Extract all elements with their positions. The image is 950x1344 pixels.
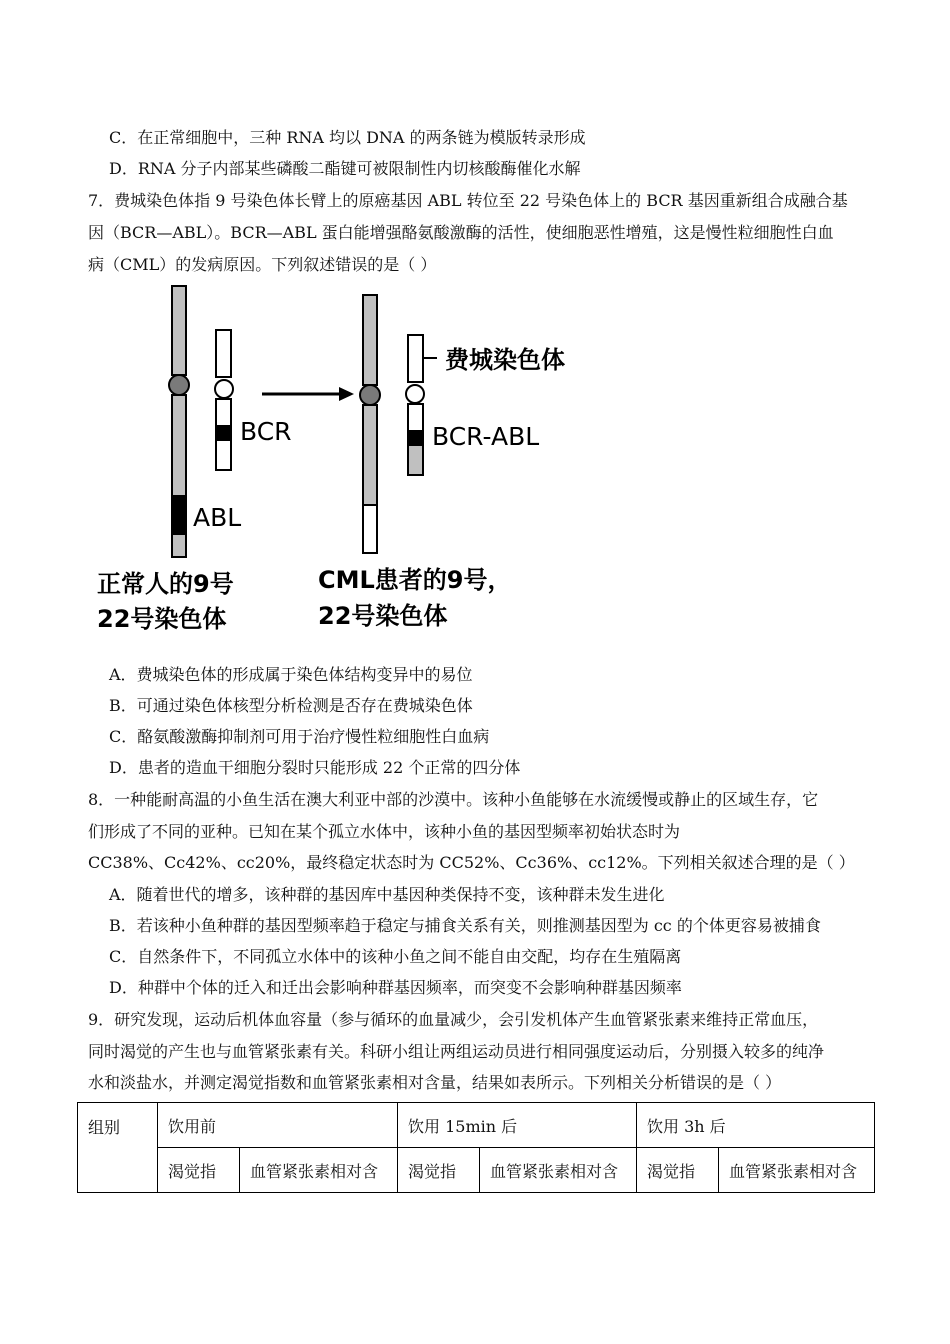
- normal-chromosome-22: [215, 330, 233, 470]
- before-header: 饮用前: [158, 1103, 398, 1148]
- after-3h-header: 饮用 3h 后: [637, 1103, 875, 1148]
- philadelphia-chromosome: [406, 335, 424, 475]
- q6-option-d: D．RNA 分子内部某些磷酸二酯键可被限制性内切核酸酶催化水解: [109, 159, 581, 178]
- q7-option-d: D．患者的造血干细胞分裂时只能形成 22 个正常的四分体: [109, 758, 521, 777]
- arrow-icon: [262, 387, 354, 401]
- q7-option-b: B．可通过染色体核型分析检测是否存在费城染色体: [109, 696, 473, 715]
- q7-option-c: C．酪氨酸激酶抑制剂可用于治疗慢性粒细胞性白血病: [109, 727, 490, 746]
- cml-caption-line2: 22号染色体: [318, 602, 448, 630]
- q8-stem-line2: 们形成了不同的亚种。已知在某个孤立水体中，该种小鱼的基因型频率初始状态时为: [88, 822, 681, 841]
- normal-caption-line1: 正常人的9号: [97, 570, 234, 598]
- bcr-label: BCR: [240, 417, 292, 446]
- bcr-abl-label: BCR-ABL: [432, 422, 540, 451]
- q8-option-d: D．种群中个体的迁入和迁出会影响种群基因频率，而突变不会影响种群基因频率: [109, 978, 682, 997]
- q6-option-c: C．在正常细胞中，三种 RNA 均以 DNA 的两条链为模版转录形成: [109, 128, 586, 147]
- angiotensin-header: 血管紧张素相对含: [240, 1148, 398, 1193]
- angiotensin-header: 血管紧张素相对含: [480, 1148, 637, 1193]
- q8-stem-line1: 8．一种能耐高温的小鱼生活在澳大利亚中部的沙漠中。该种小鱼能够在水流缓慢或静止的区域生存，它: [88, 790, 819, 809]
- abl-label: ABL: [193, 503, 242, 532]
- thirst-index-header: 渴觉指: [158, 1148, 240, 1193]
- q7-stem-line3: 病（CML）的发病原因。下列叙述错误的是（ ）: [88, 255, 437, 274]
- angiotensin-header: 血管紧张素相对含: [719, 1148, 875, 1193]
- philadelphia-label: 费城染色体: [445, 346, 565, 374]
- group-header: 组别: [78, 1103, 158, 1193]
- after-15min-header: 饮用 15min 后: [398, 1103, 637, 1148]
- q7-stem-line1: 7．费城染色体指 9 号染色体长臂上的原癌基因 ABL 转位至 22 号染色体上的 BCR 基因重新组合成融合基: [88, 191, 848, 210]
- cml-chromosome-9: [360, 295, 380, 553]
- q9-stem-line2: 同时渴觉的产生也与血管紧张素有关。科研小组让两组运动员进行相同强度运动后，分别摄入较多的纯净: [88, 1042, 825, 1061]
- q9-stem-line1: 9．研究发现，运动后机体血容量（参与循环的血量减少，会引发机体产生血管紧张素来维持正常血压，: [88, 1010, 819, 1029]
- results-table: [77, 1102, 875, 1193]
- q7-option-a: A．费城染色体的形成属于染色体结构变异中的易位: [109, 665, 473, 684]
- normal-caption-line2: 22号染色体: [97, 605, 227, 633]
- q8-option-b: B．若该种小鱼种群的基因型频率趋于稳定与捕食关系有关，则推测基因型为 cc 的个体更容易被捕食: [109, 916, 821, 935]
- thirst-index-header: 渴觉指: [637, 1148, 719, 1193]
- q8-option-a: A．随着世代的增多，该种群的基因库中基因种类保持不变，该种群未发生进化: [109, 885, 665, 904]
- q7-stem-line2: 因（BCR—ABL）。BCR—ABL 蛋白能增强酪氨酸激酶的活性，使细胞恶性增殖，这是慢性粒细胞性白血: [88, 223, 834, 242]
- q9-stem-line3: 水和淡盐水，并测定渴觉指数和血管紧张素相对含量，结果如表所示。下列相关分析错误的是（ ）: [88, 1073, 782, 1092]
- table-subheader-row: [78, 1148, 875, 1193]
- q8-option-c: C．自然条件下，不同孤立水体中的该种小鱼之间不能自由交配，均存在生殖隔离: [109, 947, 682, 966]
- chromosome-figure: [95, 283, 615, 643]
- table-header-row: [78, 1103, 875, 1148]
- cml-caption-line1: CML患者的9号，: [318, 566, 512, 594]
- normal-chromosome-9: [169, 286, 189, 557]
- thirst-index-header: 渴觉指: [398, 1148, 480, 1193]
- q8-stem-line3: CC38%、Cc42%、cc20%，最终稳定状态时为 CC52%、Cc36%、cc12%。下列相关叙述合理的是（ ）: [88, 853, 855, 872]
